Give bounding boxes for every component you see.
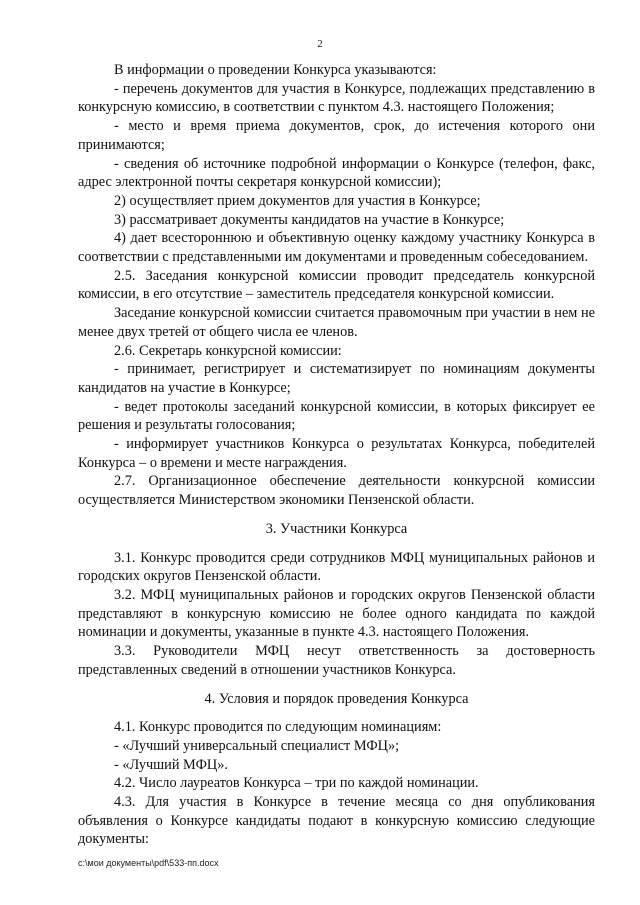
file-path-footer: c:\мои документы\pdf\533-пп.docx	[78, 858, 219, 868]
paragraph: 2) осуществляет прием документов для участия в Конкурсе;	[114, 192, 481, 209]
paragraph: 2.5. Заседания конкурсной комиссии проводит председатель конкурсной комиссии, в его отсутствие – заместитель председателя конкурсной комиссии.	[78, 267, 595, 303]
paragraph: - место и время приема документов, срок, до истечения которого они принимаются;	[78, 118, 595, 153]
paragraph: Заседание конкурсной комиссии считается правомочным при участии в нем не менее двух третей от общего числа ее членов.	[78, 305, 595, 340]
paragraph: 4.1. Конкурс проводится по следующим номинациям:	[114, 719, 442, 736]
paragraph: 3.2. МФЦ муниципальных районов и городских округов Пензенской области представляют в конкурсную комиссию не более одного кандидата по каждой номинации и документы, указанные в пункте 4.3. настоящего Положения.	[78, 586, 595, 641]
paragraph: 2.7. Организационное обеспечение деятельности конкурсной комиссии осуществляется Министерством экономики Пензенской области.	[78, 473, 595, 509]
paragraph: 3) рассматривает документы кандидатов на участие в Конкурсе;	[114, 211, 505, 228]
paragraph: - информирует участников Конкурса о результатах Конкурса, победителей Конкурса – о времени и месте награждения.	[78, 436, 595, 471]
paragraph: 4.3. Для участия в Конкурсе в течение месяца со дня опубликования объявления о Конкурсе кандидаты подают в конкурсную комиссию следующие документы:	[78, 794, 595, 848]
paragraph: В информации о проведении Конкурса указываются:	[114, 62, 437, 78]
paragraph: 3.3. Руководители МФЦ несут ответственность за достоверность представленных сведений в отношении участников Конкурса.	[78, 643, 595, 678]
paragraph: - сведения об источнике подробной информации о Конкурсе (телефон, факс, адрес электронной почты секретаря конкурсной комиссии);	[78, 155, 595, 191]
paragraph: - «Лучший универсальный специалист МФЦ»;	[114, 737, 400, 754]
paragraph: - принимает, регистрирует и систематизирует по номинациям документы кандидатов на участие в Конкурсе;	[78, 361, 595, 396]
paragraph: 4) дает всестороннюю и объективную оценку каждому участнику Конкурса в соответствии с представленными им документами и проведенным собеседованием.	[78, 230, 595, 266]
section-heading-4: 4. Условия и порядок проведения Конкурса	[204, 690, 469, 707]
page-number: 2	[317, 38, 323, 50]
section-heading-3: 3. Участники Конкурса	[265, 520, 408, 537]
paragraph: - ведет протоколы заседаний конкурсной комиссии, в которых фиксирует ее решения и результаты голосования;	[78, 398, 595, 434]
document-body	[78, 61, 595, 849]
paragraph: 3.1. Конкурс проводится среди сотрудников МФЦ муниципальных районов и городских округов Пензенской области.	[78, 549, 595, 585]
paragraph: 2.6. Секретарь конкурсной комиссии:	[114, 342, 342, 359]
paragraph: - «Лучший МФЦ».	[114, 756, 228, 773]
paragraph: - перечень документов для участия в Конкурсе, подлежащих представлению в конкурсную комиссию, в соответствии с пунктом 4.3. настоящего Положения;	[78, 80, 595, 116]
paragraph: 4.2. Число лауреатов Конкурса – три по каждой номинации.	[114, 775, 479, 792]
